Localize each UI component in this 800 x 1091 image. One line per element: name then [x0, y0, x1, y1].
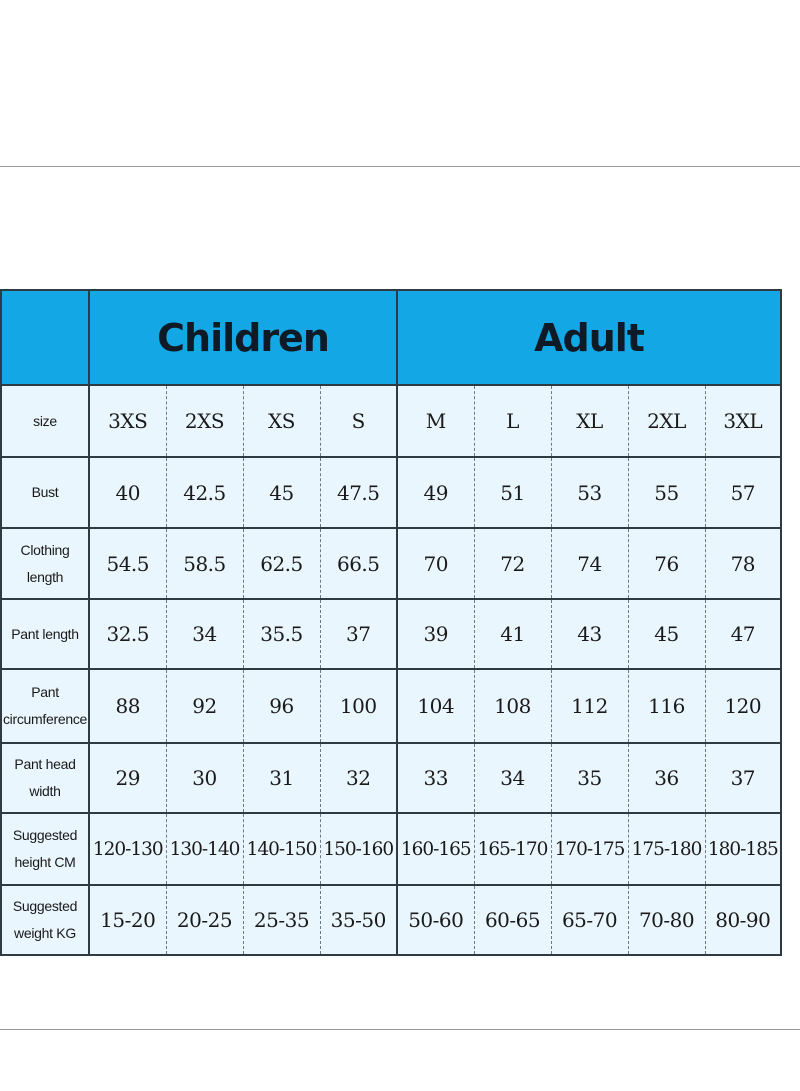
cell-pant-circumference-3xl: 120 — [705, 669, 781, 743]
top-divider — [0, 166, 800, 167]
cell-pant-head-width-3xs: 29 — [89, 743, 166, 813]
cell-size-xs: XS — [243, 385, 320, 457]
cell-clothing-length-xl: 74 — [551, 528, 628, 599]
cell-pant-length-l: 41 — [474, 599, 551, 669]
cell-suggested-weight-3xs: 15-20 — [89, 885, 166, 955]
cell-bust-2xl: 55 — [628, 457, 705, 528]
cell-pant-circumference-3xs: 88 — [89, 669, 166, 743]
cell-bust-l: 51 — [474, 457, 551, 528]
cell-pant-circumference-m: 104 — [397, 669, 474, 743]
cell-suggested-height-3xl: 180-185 — [705, 813, 781, 885]
cell-suggested-height-s: 150-160 — [320, 813, 397, 885]
cell-pant-head-width-xs: 31 — [243, 743, 320, 813]
cell-size-3xl: 3XL — [705, 385, 781, 457]
cell-pant-length-xs: 35.5 — [243, 599, 320, 669]
cell-pant-head-width-2xl: 36 — [628, 743, 705, 813]
cell-suggested-weight-xs: 25-35 — [243, 885, 320, 955]
cell-clothing-length-m: 70 — [397, 528, 474, 599]
cell-size-m: M — [397, 385, 474, 457]
cell-suggested-weight-l: 60-65 — [474, 885, 551, 955]
cell-suggested-height-2xs: 130-140 — [166, 813, 243, 885]
cell-suggested-weight-2xl: 70-80 — [628, 885, 705, 955]
cell-pant-length-3xs: 32.5 — [89, 599, 166, 669]
table-row-size — [1, 385, 781, 457]
bottom-divider — [0, 1029, 800, 1030]
cell-size-xl: XL — [551, 385, 628, 457]
cell-suggested-weight-2xs: 20-25 — [166, 885, 243, 955]
cell-suggested-height-xs: 140-150 — [243, 813, 320, 885]
cell-bust-xl: 53 — [551, 457, 628, 528]
table-row-suggested-height — [1, 813, 781, 885]
cell-suggested-weight-3xl: 80-90 — [705, 885, 781, 955]
cell-suggested-weight-xl: 65-70 — [551, 885, 628, 955]
table-row-pant-head-width — [1, 743, 781, 813]
cell-bust-3xs: 40 — [89, 457, 166, 528]
row-label-pant-length: Pant length — [1, 599, 89, 669]
cell-pant-length-m: 39 — [397, 599, 474, 669]
row-label-size: size — [1, 385, 89, 457]
group-header-row — [1, 290, 781, 385]
table-row-pant-circumference — [1, 669, 781, 743]
cell-pant-circumference-s: 100 — [320, 669, 397, 743]
cell-pant-circumference-xs: 96 — [243, 669, 320, 743]
cell-pant-circumference-2xs: 92 — [166, 669, 243, 743]
cell-bust-m: 49 — [397, 457, 474, 528]
cell-pant-length-2xl: 45 — [628, 599, 705, 669]
cell-clothing-length-l: 72 — [474, 528, 551, 599]
row-label-clothing-length: Clothing length — [1, 528, 89, 599]
cell-pant-head-width-3xl: 37 — [705, 743, 781, 813]
cell-pant-head-width-xl: 35 — [551, 743, 628, 813]
cell-clothing-length-2xl: 76 — [628, 528, 705, 599]
cell-pant-length-s: 37 — [320, 599, 397, 669]
cell-pant-head-width-2xs: 30 — [166, 743, 243, 813]
cell-suggested-height-xl: 170-175 — [551, 813, 628, 885]
cell-suggested-weight-m: 50-60 — [397, 885, 474, 955]
cell-size-3xs: 3XS — [89, 385, 166, 457]
cell-suggested-height-3xs: 120-130 — [89, 813, 166, 885]
cell-bust-2xs: 42.5 — [166, 457, 243, 528]
cell-clothing-length-2xs: 58.5 — [166, 528, 243, 599]
cell-size-s: S — [320, 385, 397, 457]
cell-size-l: L — [474, 385, 551, 457]
cell-pant-length-3xl: 47 — [705, 599, 781, 669]
row-label-pant-head-width: Pant head width — [1, 743, 89, 813]
row-label-suggested-height: Suggested height CM — [1, 813, 89, 885]
cell-pant-circumference-2xl: 116 — [628, 669, 705, 743]
cell-suggested-height-2xl: 175-180 — [628, 813, 705, 885]
cell-clothing-length-s: 66.5 — [320, 528, 397, 599]
table-row-bust — [1, 457, 781, 528]
cell-suggested-height-l: 165-170 — [474, 813, 551, 885]
table-row-suggested-weight — [1, 885, 781, 955]
cell-bust-xs: 45 — [243, 457, 320, 528]
cell-bust-s: 47.5 — [320, 457, 397, 528]
cell-pant-head-width-l: 34 — [474, 743, 551, 813]
table-row-pant-length — [1, 599, 781, 669]
row-label-pant-circumference: Pant circumference — [1, 669, 89, 743]
cell-size-2xs: 2XS — [166, 385, 243, 457]
cell-size-2xl: 2XL — [628, 385, 705, 457]
cell-pant-length-2xs: 34 — [166, 599, 243, 669]
cell-pant-circumference-xl: 112 — [551, 669, 628, 743]
cell-clothing-length-3xl: 78 — [705, 528, 781, 599]
cell-suggested-height-m: 160-165 — [397, 813, 474, 885]
cell-pant-head-width-m: 33 — [397, 743, 474, 813]
cell-clothing-length-3xs: 54.5 — [89, 528, 166, 599]
row-label-suggested-weight: Suggested weight KG — [1, 885, 89, 955]
cell-pant-circumference-l: 108 — [474, 669, 551, 743]
header-corner-cell — [1, 290, 89, 385]
size-chart-table — [0, 289, 782, 956]
cell-suggested-weight-s: 35-50 — [320, 885, 397, 955]
adult-group-header: Adult — [397, 290, 781, 385]
cell-bust-3xl: 57 — [705, 457, 781, 528]
row-label-bust: Bust — [1, 457, 89, 528]
cell-pant-length-xl: 43 — [551, 599, 628, 669]
table-row-clothing-length — [1, 528, 781, 599]
cell-pant-head-width-s: 32 — [320, 743, 397, 813]
children-group-header: Children — [89, 290, 397, 385]
cell-clothing-length-xs: 62.5 — [243, 528, 320, 599]
